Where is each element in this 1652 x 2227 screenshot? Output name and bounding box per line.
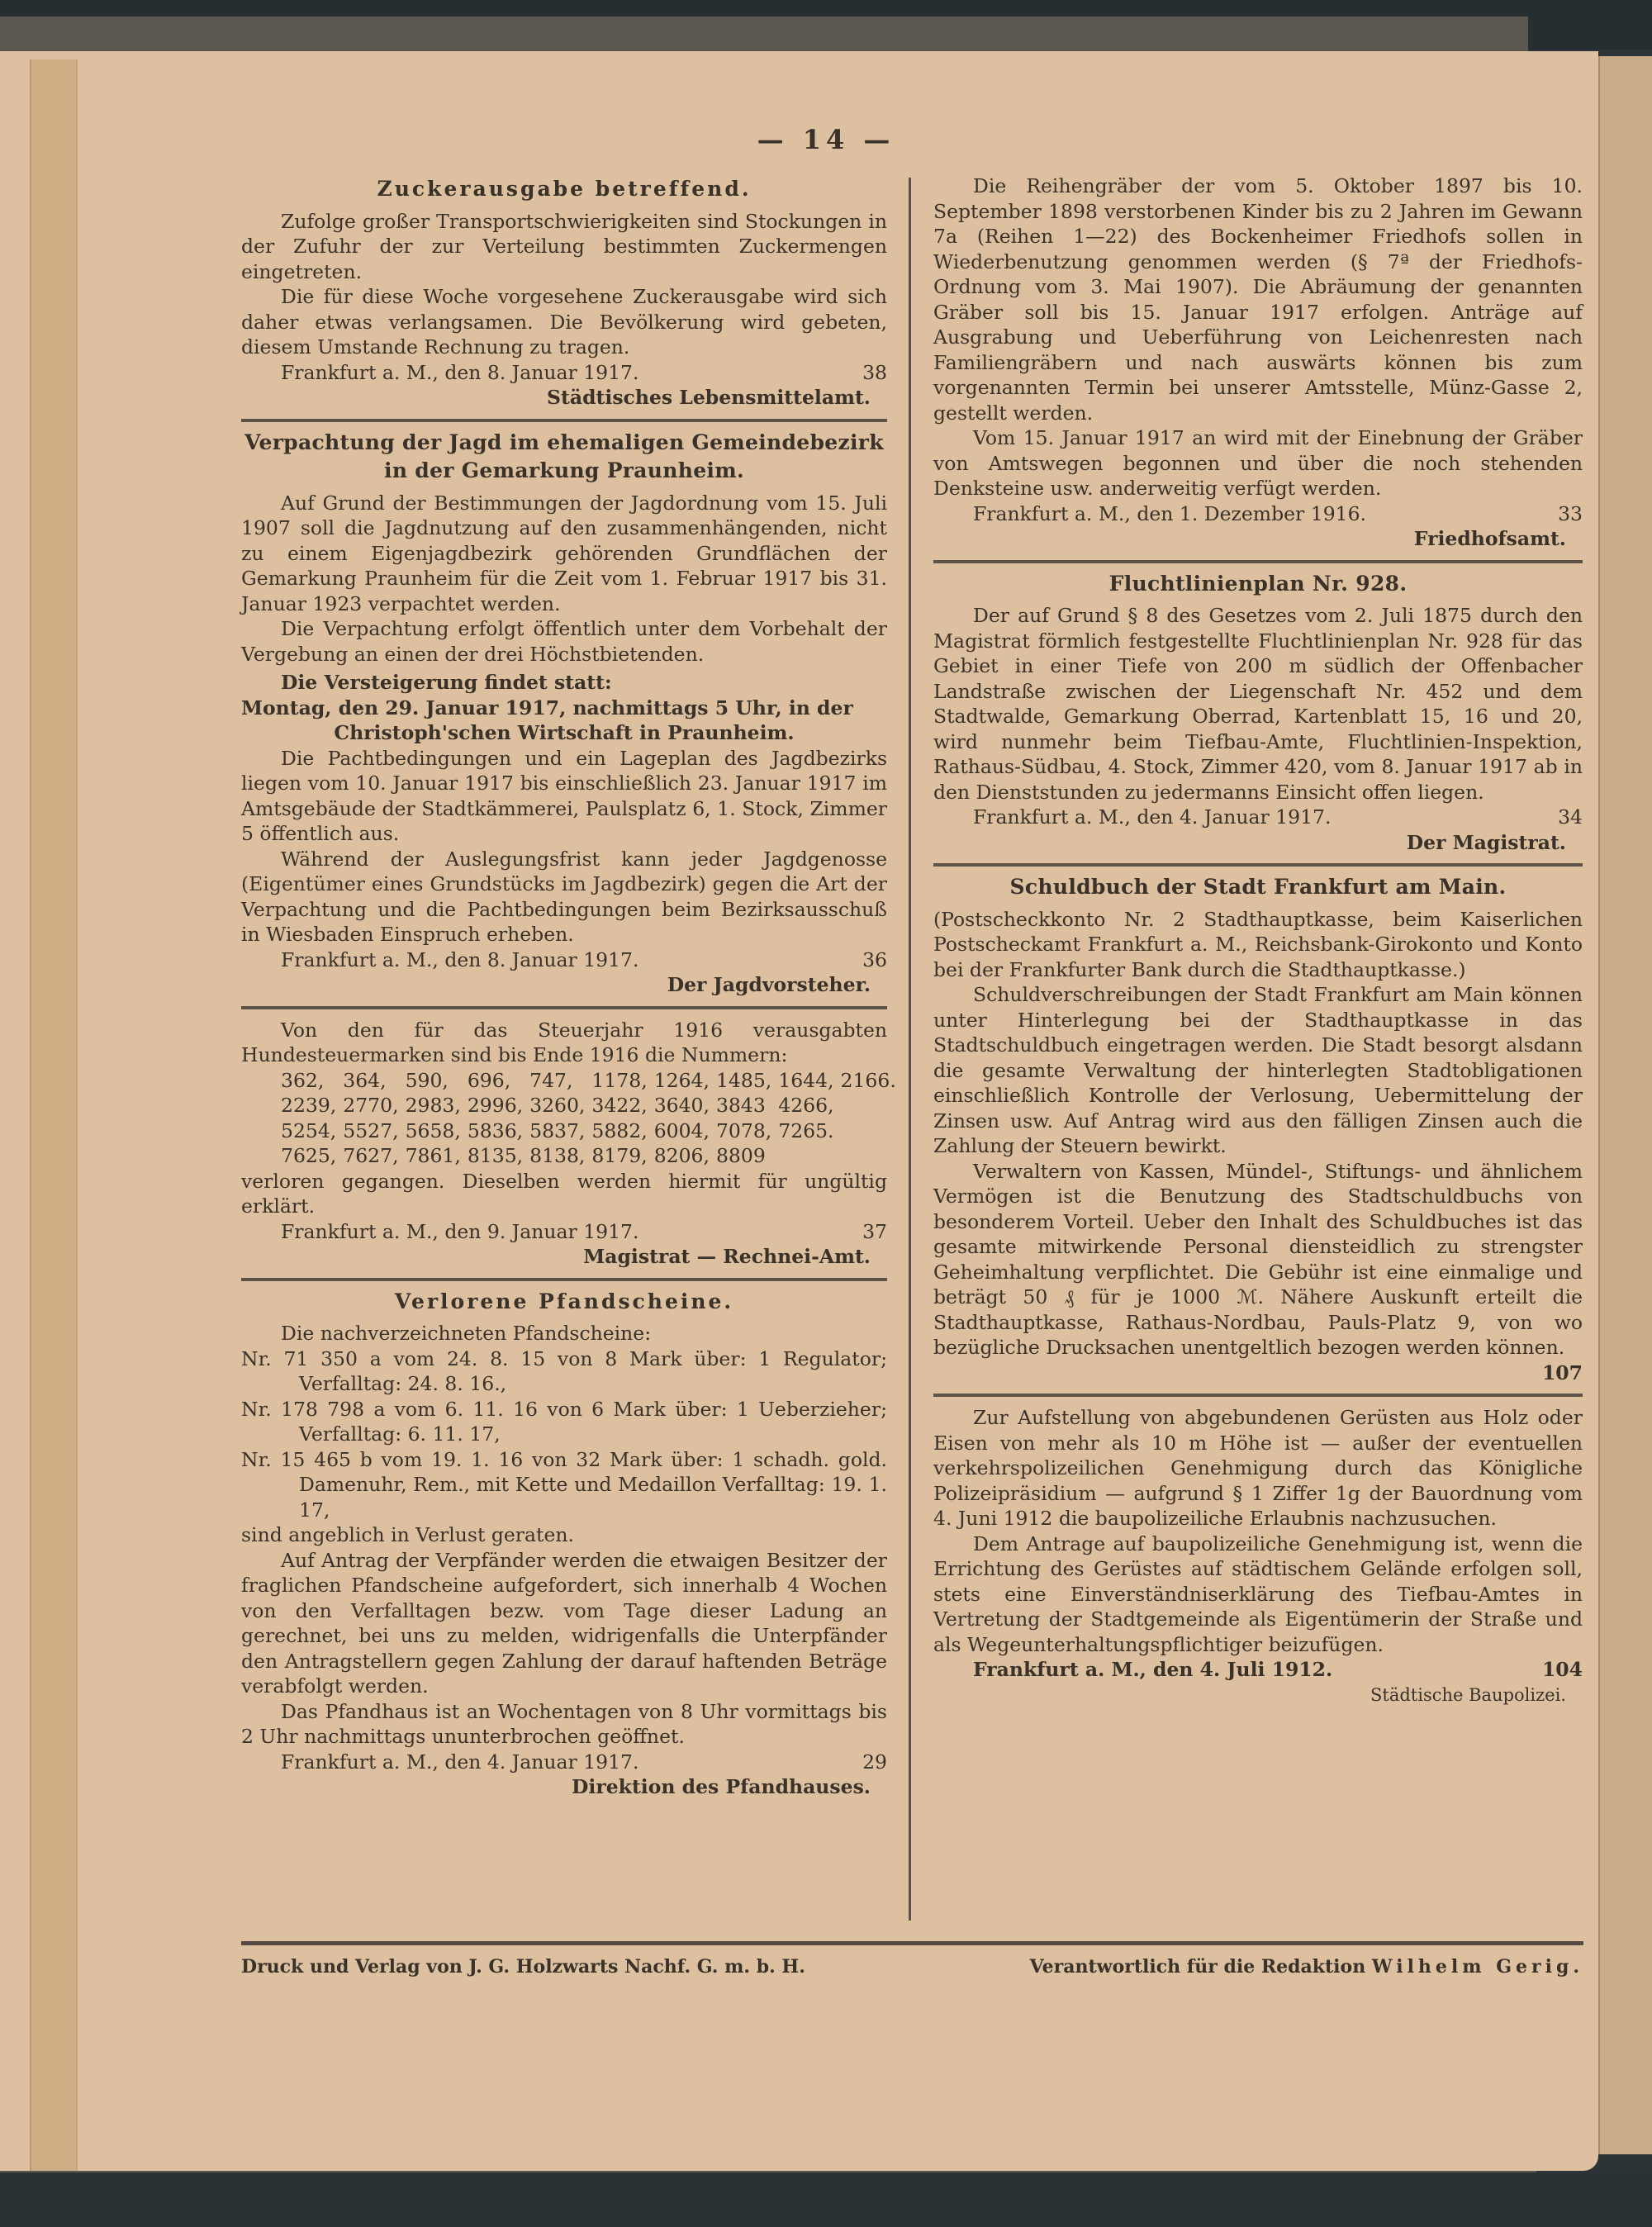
tag-number: 364, — [343, 1068, 387, 1092]
auction-location: Christoph'schen Wirtschaft in Praunheim. — [334, 721, 795, 744]
tag-number: 2166. — [840, 1068, 896, 1092]
tag-number-list — [241, 1068, 896, 1169]
paragraph: sind angeblich in Verlust geraten. — [241, 1523, 575, 1546]
notice-number: 33 — [1558, 501, 1583, 525]
tag-number: 5527, — [343, 1118, 399, 1142]
tag-number: 3260, — [529, 1094, 586, 1117]
article-verlorene-pfandscheine — [241, 1289, 887, 1800]
next-page-edge — [1598, 56, 1652, 2154]
signature: Friedhofsamt. — [1413, 527, 1566, 550]
dateline — [933, 1657, 1583, 1683]
article-title: Zuckerausgabe betreffend. — [377, 177, 752, 201]
tag-number: 8135, — [467, 1144, 524, 1167]
notice-number: 34 — [1558, 805, 1583, 829]
tag-number: 5882, — [591, 1118, 648, 1142]
tag-number: 3640, — [653, 1094, 710, 1117]
tag-number: 3843 — [715, 1094, 766, 1117]
article-gerueste — [933, 1405, 1583, 1707]
tag-number: 7627, — [343, 1144, 399, 1167]
auction-heading: Die Versteigerung findet statt: — [281, 671, 612, 694]
date: Frankfurt a. M., den 1. Dezember 1916. — [973, 501, 1367, 525]
notice-number: 37 — [862, 1219, 887, 1243]
responsible-label: Verantwortlich für die Redaktion — [1029, 1956, 1366, 1978]
date: Frankfurt a. M., den 9. Januar 1917. — [281, 1219, 639, 1243]
section-rule — [241, 1278, 887, 1281]
signature: Der Jagdvorsteher. — [667, 973, 871, 996]
section-rule — [241, 1006, 887, 1009]
tag-number: 1178, — [591, 1068, 648, 1092]
section-rule — [933, 560, 1583, 563]
printer-credit: Druck und Verlag von J. G. Holzwarts Nachf. G. m. b. H. — [241, 1956, 805, 1978]
paragraph: Schuldverschreibungen der Stadt Frankfurt am Main können unter Hinterlegung bei der Stadthauptkasse in das Stadtschuldbuch eingetragen werden. Die Stadt besorgt alsdann die gesamte Verwaltung der hinterlegten Stadtobligationen einschließlich Kontrolle der Verlosung, Uebermittelung der Zinsen usw. Auf Antrag wird aus den fälligen Zinsen auch die Zahlung der Steuern bewirkt. — [933, 983, 1583, 1157]
right-column — [933, 173, 1583, 1707]
tag-number: 4266, — [778, 1094, 834, 1117]
notice-number: 36 — [862, 947, 887, 971]
article-reihengraeber — [933, 173, 1583, 552]
signature: Direktion des Pfandhauses. — [572, 1775, 871, 1798]
tag-number: 2996, — [467, 1094, 524, 1117]
tag-number: 7265. — [778, 1118, 834, 1142]
paragraph: Die nachverzeichneten Pfandscheine: — [281, 1322, 652, 1345]
tag-number: 5836, — [467, 1118, 524, 1142]
paragraph: Während der Auslegungsfrist kann jeder Jagdgenosse (Eigentümer eines Grundstücks im Jagdbezirk) gegen die Art der Verpachtung und die Pachtbedingungen beim Bezirksausschuß in Wiesbaden Einspruch erheben. — [241, 847, 887, 946]
imprint — [241, 1956, 1583, 1978]
footer-rule — [241, 1941, 1583, 1945]
paragraph: Verwaltern von Kassen, Mündel-, Stiftungs- und ähnlichem Vermögen ist die Benutzung des Stadtschuldbuchs von besonderem Vorteil. Ueber den Inhalt des Schuldbuches ist das gesamte mitwirkende Personal diensteidlich zu strengster Geheimhaltung verpflichtet. Die Gebühr ist eine einmalige und beträgt 50 ₰ für je 1000 ℳ. Nähere Auskunft erteilt die Stadthauptkasse, Rathaus-Nordbau, Pauls-Platz 9, von wo bezügliche Drucksachen unentgeltlich bezogen werden können. — [933, 1159, 1583, 1359]
editor-name: Wilhelm Gerig. — [1371, 1956, 1583, 1978]
tag-number: 696, — [467, 1068, 511, 1092]
notice-number: 29 — [862, 1750, 887, 1774]
dateline — [241, 360, 887, 386]
editor-credit — [1030, 1956, 1583, 1978]
tag-number: 8138, — [529, 1144, 586, 1167]
paragraph: Der auf Grund § 8 des Gesetzes vom 2. Juli 1875 durch den Magistrat förmlich festgestellte Fluchtlinienplan Nr. 928 für das Gebiet in einer Tiefe von 200 m südlich der Offenbacher Landstraße zwischen der Liegenschaft Nr. 452 und dem Stadtwalde, Gemarkung Oberrad, Kartenblatt 15, 16 und 20, wird nunmehr beim Tiefbau-Amte, Fluchtlinien-Inspektion, Rathaus-Südbau, 4. Stock, Zimmer 420, vom 8. Januar 1917 ab in den Dienststunden zu jedermanns Einsicht offen liegen. — [933, 604, 1583, 804]
tag-number: 5658, — [405, 1118, 461, 1142]
dateline — [241, 1750, 887, 1775]
article-title-line2: in der Gemarkung Praunheim. — [384, 458, 744, 482]
tag-number: 7078, — [715, 1118, 772, 1142]
tag-number: 7861, — [405, 1144, 461, 1167]
tag-number: 8809 — [715, 1144, 766, 1167]
tag-number: 5837, — [529, 1118, 586, 1142]
pawn-ticket-item: Nr. 178 798 a vom 6. 11. 16 von 6 Mark über: 1 Ueberzieher; Verfalltag: 6. 11. 17, — [241, 1397, 887, 1446]
paragraph: Dem Antrage auf baupolizeiliche Genehmigung ist, wenn die Errichtung des Gerüstes auf städtischem Gelände erfolgen soll, stets eine Einverständniserklärung des Tiefbau-Amtes in Vertretung der Stadtgemeinde als Eigentümerin der Straße und als Wegeunterhaltungspflichtiger beizufügen. — [933, 1531, 1583, 1656]
section-rule — [933, 863, 1583, 867]
tag-number: 1644, — [778, 1068, 834, 1092]
page-gutter — [30, 59, 78, 2171]
tag-number: 747, — [529, 1068, 573, 1092]
tag-number — [841, 1118, 896, 1144]
tag-number: 5254, — [281, 1118, 337, 1142]
date: Frankfurt a. M., den 4. Juli 1912. — [973, 1658, 1333, 1681]
dateline — [241, 1219, 887, 1245]
book-binding-bottom — [0, 2172, 1652, 2227]
article-title: Fluchtlinienplan Nr. 928. — [1108, 571, 1408, 596]
notice-number: 107 — [1541, 1360, 1583, 1384]
signature: Städtisches Lebensmittelamt. — [547, 386, 871, 409]
dateline — [241, 947, 887, 973]
section-rule — [933, 1394, 1583, 1397]
page-number: — 14 — — [757, 124, 895, 155]
paragraph: Zufolge großer Transportschwierigkeiten sind Stockungen in der Zufuhr der zur Verteilung bestimmten Zuckermengen eingetreten. — [241, 209, 887, 283]
notice-number: 38 — [862, 360, 887, 384]
paragraph: Die für diese Woche vorgesehene Zuckerausgabe wird sich daher etwas verlangsamen. Die Bevölkerung wird gebeten, diesem Umstande Rechnung zu tragen. — [241, 285, 887, 359]
paragraph: Auf Grund der Bestimmungen der Jagdordnung vom 15. Juli 1907 soll die Jagdnutzung auf den zusammenhängenden, nicht zu einem Eigenjagdbezirk gehörenden Grundflächen der Gemarkung Praunheim für die Zeit vom 1. Februar 1917 bis 31. Januar 1923 verpachtet werden. — [241, 491, 887, 615]
tag-number: 7625, — [281, 1144, 337, 1167]
article-zuckerausgabe — [241, 177, 887, 411]
article-fluchtlinienplan — [933, 572, 1583, 856]
paragraph: Auf Antrag der Verpfänder werden die etwaigen Besitzer der fraglichen Pfandscheine aufgefordert, sich innerhalb 4 Wochen von den Verfalltagen bezw. vom Tage dieser Ladung an gerechnet, bei uns zu melden, widrigenfalls die Unterpfänder den Antragstellern gegen Zahlung der darauf haftenden Beträge verabfolgt werden. — [241, 1548, 887, 1698]
tag-number: 2770, — [343, 1094, 399, 1117]
tag-number: 590, — [405, 1068, 449, 1092]
account-note: (Postscheckkonto Nr. 2 Stadthauptkasse, beim Kaiserlichen Postscheckamt Frankfurt a. M., Reichsbank-Girokonto und Konto bei der Frankfurter Bank durch die Stadthauptkasse.) — [933, 907, 1583, 981]
notice-number: 104 — [1541, 1658, 1583, 1681]
signature: Städtische Baupolizei. — [1370, 1684, 1566, 1705]
paragraph: Die Verpachtung erfolgt öffentlich unter dem Vorbehalt der Vergebung an einen der drei Höchstbietenden. — [241, 617, 887, 666]
tag-number: 6004, — [653, 1118, 710, 1142]
date: Frankfurt a. M., den 4. Januar 1917. — [281, 1750, 639, 1774]
paragraph: Von den für das Steuerjahr 1916 verausgabten Hundesteuermarken sind bis Ende 1916 die Nummern: — [241, 1018, 887, 1066]
tag-number: 2983, — [405, 1094, 461, 1117]
dateline — [933, 805, 1583, 830]
paragraph: Die Reihengräber der vom 5. Oktober 1897 bis 10. September 1898 verstorbenen Kinder bis zu 2 Jahren im Gewann 7a (Reihen 1—22) des Bockenheimer Friedhofs sollen in Wiederbenutzung genommen werden (§ 7ª der Friedhofs-Ordnung vom 3. Mai 1907). Die Abräumung der genannten Gräber soll bis 15. Januar 1917 erfolgen. Anträge auf Ausgrabung und Ueberführung von Leichenresten nach Familiengräbern und nach auswärts können bis zum vorgenannten Termin bei unserer Amtsstelle, Münz-Gasse 2, gestellt werden. — [933, 174, 1583, 425]
dateline — [933, 501, 1583, 527]
column-divider — [909, 178, 911, 1921]
paragraph: Die Pachtbedingungen und ein Lageplan des Jagdbezirks liegen vom 10. Januar 1917 bis einschließlich 23. Januar 1917 im Amtsgebäude der Stadtkämmerei, Paulsplatz 6, 1. Stock, Zimmer 5 öffentlich aus. — [241, 746, 887, 845]
date: Frankfurt a. M., den 4. Januar 1917. — [973, 805, 1332, 829]
binding-cloth-strip — [0, 17, 1528, 51]
article-title: Verpachtung der Jagd im ehemaligen Gemeindebezirk — [244, 430, 884, 454]
article-jagd-verpachtung — [241, 430, 887, 998]
date: Frankfurt a. M., den 8. Januar 1917. — [281, 947, 639, 971]
paragraph: Vom 15. Januar 1917 an wird mit der Einebnung der Gräber von Amtswegen begonnen und über die noch stehenden Denksteine usw. anderweitig verfügt werden. — [933, 426, 1583, 500]
tag-number: 8179, — [591, 1144, 648, 1167]
tag-number — [841, 1093, 896, 1118]
dateline — [933, 1360, 1583, 1386]
article-title: Schuldbuch der Stadt Frankfurt am Main. — [1009, 875, 1507, 899]
tag-number: 1264, — [653, 1068, 710, 1092]
paragraph: verloren gegangen. Dieselben werden hiermit für ungültig erklärt. — [241, 1169, 887, 1218]
paragraph: Das Pfandhaus ist an Wochentagen von 8 Uhr vormittags bis 2 Uhr nachmittags ununterbrochen geöffnet. — [241, 1699, 887, 1748]
signature: Der Magistrat. — [1406, 830, 1566, 854]
tag-number — [841, 1143, 896, 1169]
tag-number: 8206, — [653, 1144, 710, 1167]
date: Frankfurt a. M., den 8. Januar 1917. — [281, 360, 639, 384]
left-column — [241, 173, 896, 1800]
section-rule — [241, 419, 887, 422]
pawn-ticket-item: Nr. 71 350 a vom 24. 8. 15 von 8 Mark über: 1 Regulator; Verfalltag: 24. 8. 16., — [241, 1346, 887, 1395]
tag-number: 3422, — [591, 1094, 648, 1117]
signature: Magistrat — Rechnei-Amt. — [583, 1245, 871, 1268]
article-schuldbuch — [933, 875, 1583, 1385]
pawn-ticket-item: Nr. 15 465 b vom 19. 1. 16 von 32 Mark über: 1 schadh. gold. Damenuhr, Rem., mit Kette und Medaillon Verfalltag: 19. 1. 17, — [241, 1447, 887, 1522]
tag-number: 2239, — [281, 1094, 337, 1117]
tag-number — [778, 1143, 833, 1169]
paragraph: Zur Aufstellung von abgebundenen Gerüsten aus Holz oder Eisen von mehr als 10 m Höhe ist — außer der eventuellen verkehrspolizeilichen Genehmigung durch das Königliche Polizeipräsidium — aufgrund § 1 Ziffer 1g der Bauordnung vom 4. Juni 1912 die baupolizeiliche Erlaubnis nachzusuchen. — [933, 1406, 1583, 1530]
article-title: Verlorene Pfandscheine. — [394, 1289, 734, 1313]
tag-number: 1485, — [715, 1068, 772, 1092]
auction-date: Montag, den 29. Januar 1917, nachmittags 5 Uhr, in der — [241, 696, 853, 719]
article-hundesteuermarken — [241, 1018, 896, 1270]
tag-number: 362, — [281, 1068, 325, 1092]
